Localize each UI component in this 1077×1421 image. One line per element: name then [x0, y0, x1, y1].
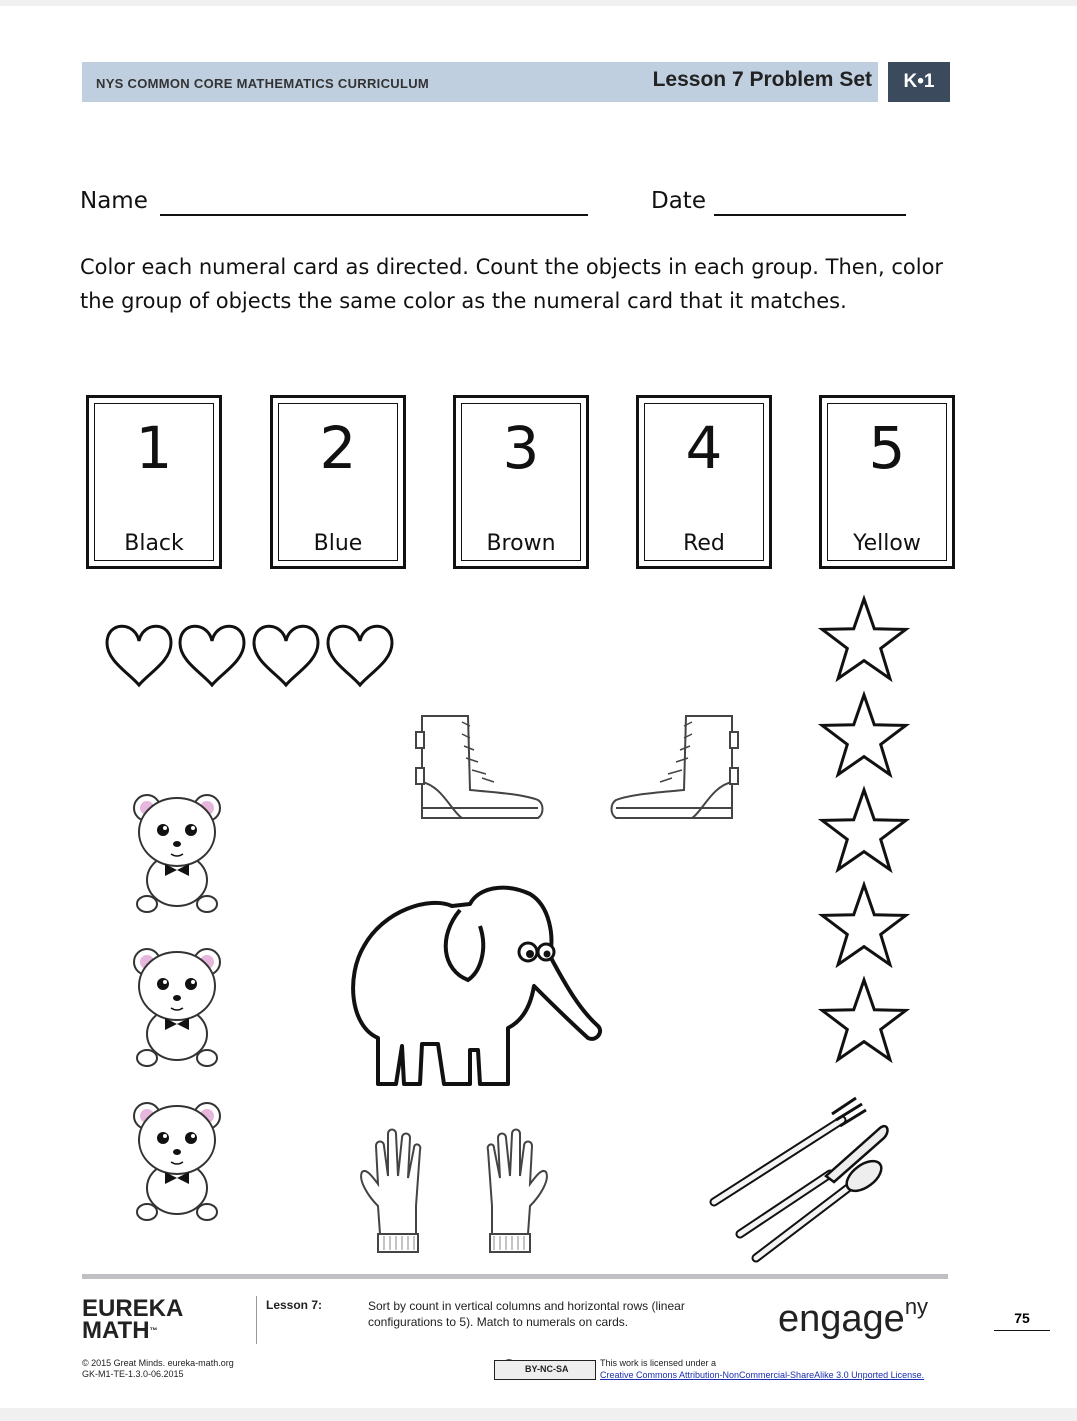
footer-separator [256, 1296, 257, 1344]
footer-lesson-label: Lesson 7: [266, 1298, 323, 1312]
logo-tm: ™ [149, 1326, 158, 1335]
name-label: Name [80, 188, 148, 214]
worksheet-page [0, 6, 1077, 1408]
card-numeral: 4 [685, 414, 723, 482]
page-number: 75 [994, 1310, 1050, 1331]
ny-text: ny [904, 1294, 929, 1319]
date-label: Date [651, 188, 706, 214]
elephant-icon [353, 888, 600, 1084]
star-icon [822, 790, 906, 870]
heart-icon [328, 626, 392, 685]
logo-line-2: MATH [82, 1317, 150, 1344]
boot-icon [612, 716, 739, 818]
bear-icon [134, 1103, 220, 1220]
star-icon [822, 980, 906, 1060]
cc-badge-text: BY-NC-SA [525, 1364, 569, 1374]
object-groups [0, 6, 1077, 1408]
license-text: This work is licensed under a [600, 1358, 717, 1368]
glove-icon [361, 1130, 420, 1253]
card-color-label: Blue [313, 531, 363, 556]
card-numeral: 1 [135, 414, 173, 482]
engageny-logo [778, 1294, 929, 1341]
instructions: Color each numeral card as directed. Count the objects in each group. Then, color the group of objects the same color as the numeral card that it matches. [80, 255, 944, 313]
star-icon [822, 599, 906, 679]
card-numeral: 2 [319, 414, 357, 482]
footer-lesson-description: Sort by count in vertical columns and horizontal rows (linear configurations to 5). Match to numerals on cards. [368, 1299, 685, 1329]
heart-icon [107, 626, 171, 685]
card-numeral: 3 [502, 414, 540, 482]
eureka-math-logo [82, 1295, 184, 1344]
bear-icon [134, 795, 220, 912]
logo-line-1: EUREKA [82, 1295, 184, 1322]
card-color-label: Brown [486, 531, 556, 556]
copyright-line: © 2015 Great Minds. eureka-math.org [82, 1358, 234, 1368]
lesson-title: Lesson 7 Problem Set [652, 68, 872, 91]
cc-license-badge[interactable] [494, 1360, 596, 1380]
star-icon [822, 885, 906, 965]
copyright [82, 1358, 234, 1380]
bear-icon [134, 949, 220, 1066]
curriculum-title: NYS COMMON CORE MATHEMATICS CURRICULUM [96, 76, 430, 91]
heart-icon [180, 626, 244, 685]
star-icon [822, 695, 906, 775]
grade-module-badge: K•1 [888, 62, 950, 102]
doc-code: GK-M1-TE-1.3.0-06.2015 [82, 1369, 184, 1379]
heart-icon [254, 626, 318, 685]
license-link[interactable]: Creative Commons Attribution-NonCommercial-ShareAlike 3.0 Unported License. [600, 1370, 925, 1380]
engage-text: engage [778, 1298, 905, 1340]
card-numeral: 5 [868, 414, 906, 482]
card-color-label: Black [124, 531, 184, 556]
card-color-label: Red [683, 531, 725, 556]
glove-icon [488, 1130, 547, 1253]
card-color-label: Yellow [853, 531, 921, 556]
boot-icon [416, 716, 543, 818]
footer-divider [82, 1274, 948, 1279]
